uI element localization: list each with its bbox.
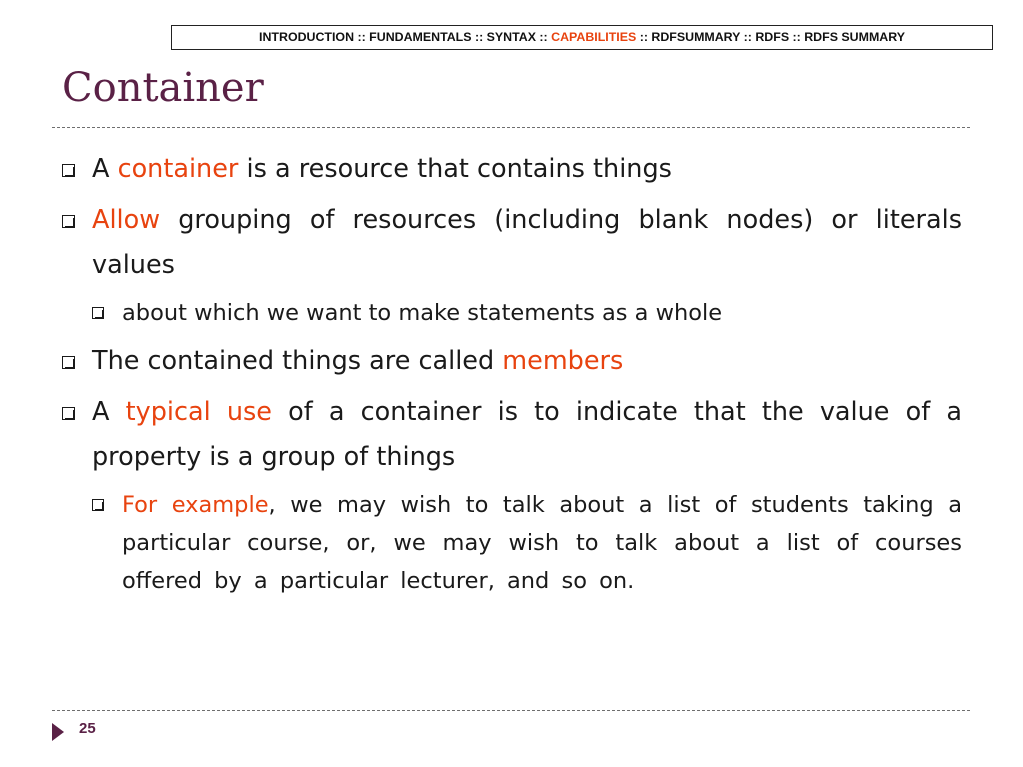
checkbox-bullet-icon — [62, 407, 75, 420]
nav-item-rdfsummary[interactable]: RDFSUMMARY — [651, 30, 741, 44]
nav-item-introduction[interactable]: INTRODUCTION — [259, 30, 355, 44]
highlight-term: container — [117, 154, 239, 184]
nav-separator: :: — [636, 30, 652, 44]
play-arrow-icon[interactable] — [52, 723, 64, 741]
highlight-term: Allow — [92, 205, 161, 235]
nav-separator: :: — [789, 30, 805, 44]
title-divider — [52, 127, 970, 128]
nav-separator: :: — [535, 30, 552, 44]
footer-divider — [52, 710, 970, 711]
highlight-term: members — [502, 346, 624, 376]
nav-item-rdfs[interactable]: RDFS — [755, 30, 790, 44]
highlight-term: typical use — [125, 397, 272, 427]
nav-item-rdfs-summary[interactable]: RDFS SUMMARY — [804, 30, 905, 44]
bullet-item: A container is a resource that contains things — [62, 147, 962, 192]
sub-bullet-item: For example, we may wish to talk about a list of students taking a particular course, or, we may wish to talk about a list of courses offered by a particular lecturer, and so on. — [92, 486, 962, 600]
nav-item-capabilities[interactable]: CAPABILITIES — [551, 30, 637, 44]
nav-item-syntax[interactable]: SYNTAX — [486, 30, 536, 44]
slide-content — [62, 147, 962, 607]
nav-item-fundamentals[interactable]: FUNDAMENTALS — [369, 30, 472, 44]
bullet-item: Allow grouping of resources (including blank nodes) or literals values — [62, 198, 962, 288]
bullet-item: The contained things are called members — [62, 339, 962, 384]
checkbox-bullet-icon — [62, 215, 75, 228]
checkbox-bullet-icon — [62, 356, 75, 369]
sub-bullet-item: about which we want to make statements as a whole — [92, 294, 962, 332]
checkbox-bullet-icon — [92, 307, 104, 319]
slide-title: Container — [62, 65, 264, 111]
bullet-item: A typical use of a container is to indicate that the value of a property is a group of things — [62, 390, 962, 480]
nav-separator: :: — [354, 30, 370, 44]
page-number: 25 — [79, 720, 96, 737]
highlight-term: For example — [122, 492, 269, 518]
checkbox-bullet-icon — [62, 164, 75, 177]
nav-separator: :: — [471, 30, 487, 44]
nav-separator: :: — [740, 30, 756, 44]
section-navigation — [171, 25, 993, 50]
checkbox-bullet-icon — [92, 499, 104, 511]
